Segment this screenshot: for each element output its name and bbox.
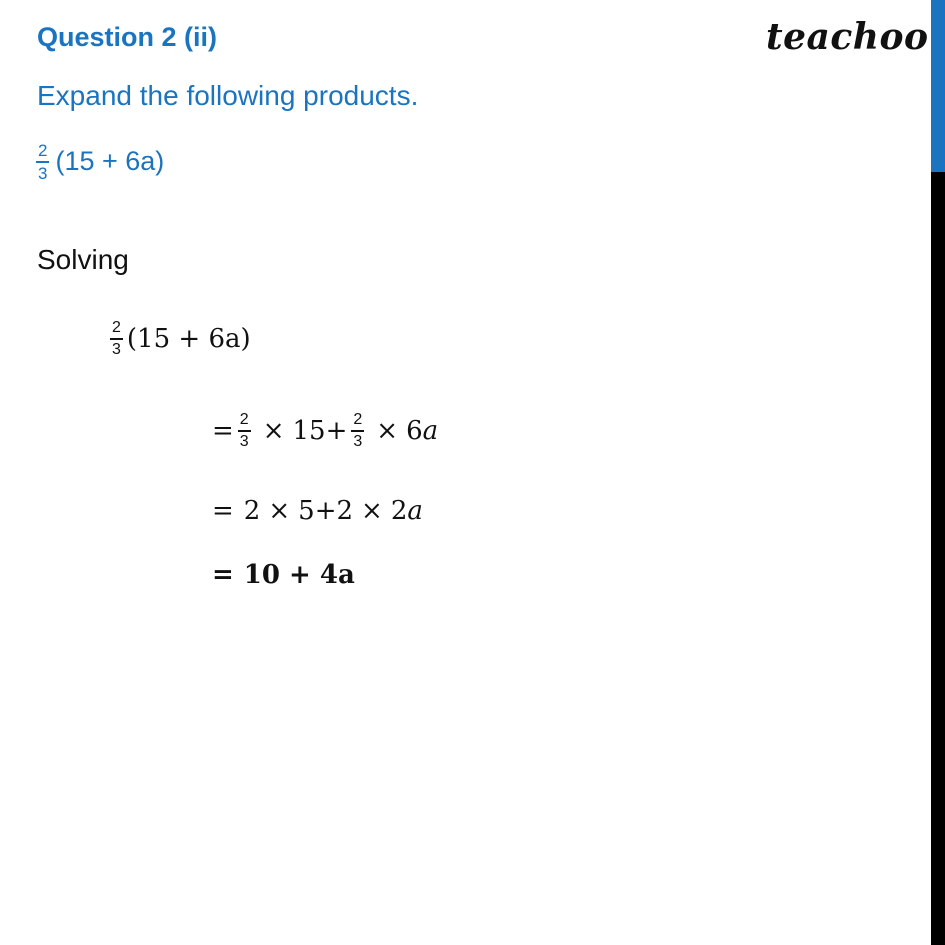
step2-value-b: 5 bbox=[298, 496, 315, 526]
expression-rest: (15 + 6a) bbox=[55, 146, 165, 177]
equals-sign: = bbox=[212, 496, 234, 526]
times-sign: × bbox=[361, 496, 383, 526]
times-sign: × bbox=[262, 415, 285, 446]
fraction-numerator: 2 bbox=[38, 141, 48, 160]
step0-rest: (15 + 6a) bbox=[126, 323, 251, 354]
plus-sign: + bbox=[325, 415, 348, 446]
solution-step-0 bbox=[106, 320, 251, 358]
fraction-numerator: 2 bbox=[353, 411, 363, 428]
expression-fraction bbox=[36, 142, 49, 182]
equals-sign: = bbox=[212, 415, 234, 446]
step1-value-b: 6 bbox=[406, 415, 423, 446]
times-sign: × bbox=[268, 496, 291, 526]
teachoo-logo: teachoo bbox=[766, 16, 929, 58]
fraction-denominator: 3 bbox=[112, 340, 121, 358]
problem-expression bbox=[36, 142, 164, 182]
step1-value-a: 15 bbox=[292, 415, 326, 446]
step1-variable: a bbox=[422, 415, 439, 446]
step2-value-c: 2 bbox=[336, 496, 354, 526]
step2-variable: a bbox=[407, 496, 423, 526]
right-scrollbar-thumb[interactable] bbox=[931, 0, 945, 172]
problem-instruction: Expand the following products. bbox=[37, 80, 419, 111]
fraction-denominator: 3 bbox=[353, 432, 363, 450]
step1-fraction-a bbox=[238, 412, 251, 450]
times-sign: × bbox=[376, 415, 399, 446]
step1-fraction-b bbox=[351, 412, 364, 450]
final-result: 10 + 4a bbox=[243, 560, 355, 590]
step2-value-d: 2 bbox=[390, 496, 408, 526]
plus-sign: + bbox=[314, 496, 337, 526]
solution-step-1 bbox=[212, 412, 438, 450]
solving-label: Solving bbox=[37, 244, 129, 275]
fraction-denominator: 3 bbox=[38, 163, 48, 183]
equals-sign: = bbox=[212, 560, 234, 590]
solution-step-3 bbox=[212, 560, 355, 590]
solution-step-2 bbox=[212, 496, 423, 526]
fraction-numerator: 2 bbox=[112, 319, 121, 336]
step2-value-a: 2 bbox=[243, 496, 261, 526]
fraction-denominator: 3 bbox=[239, 432, 249, 450]
fraction-numerator: 2 bbox=[239, 411, 249, 428]
question-title: Question 2 (ii) bbox=[37, 22, 218, 52]
step0-fraction bbox=[110, 320, 123, 358]
